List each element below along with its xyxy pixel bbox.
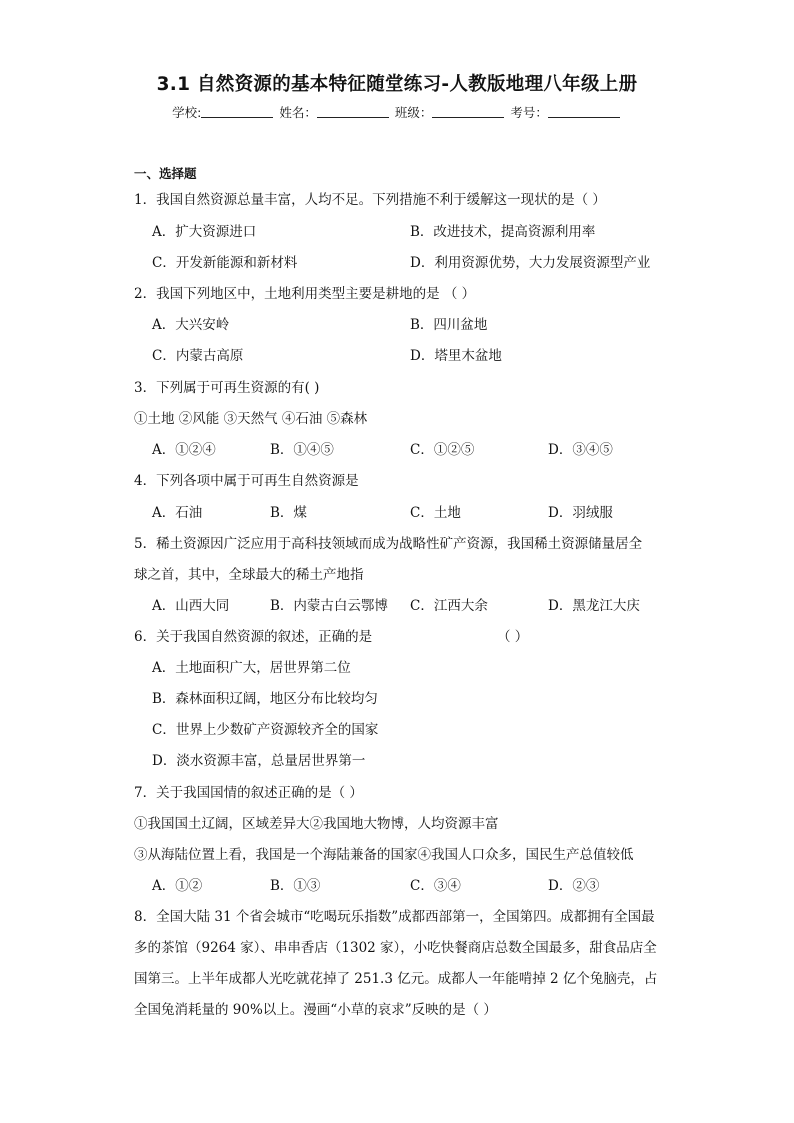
school-label: 学校: <box>172 105 202 120</box>
q1-option-c[interactable]: C．开发新能源和新材料 <box>152 255 298 271</box>
q7-option-c[interactable]: C．③④ <box>410 878 461 894</box>
q4-stem: 4．下列各项中属于可再生自然资源是 <box>134 473 359 489</box>
q5-option-d[interactable]: D．黑龙江大庆 <box>548 598 640 614</box>
q4-option-a[interactable]: A．石油 <box>152 505 203 521</box>
q8-stem-line4: 全国兔消耗量的 90%以上。漫画“小草的哀求”反映的是（ ） <box>134 1002 497 1018</box>
q6-option-b[interactable]: B．森林面积辽阔，地区分布比较均匀 <box>152 691 378 707</box>
q5-stem-line1: 5．稀土资源因广泛应用于高科技领域而成为战略性矿产资源，我国稀土资源储量居全 <box>134 536 643 552</box>
q2-option-b[interactable]: B．四川盆地 <box>410 317 488 333</box>
examno-blank[interactable] <box>548 105 620 118</box>
q3-option-c[interactable]: C．①②⑤ <box>410 442 475 458</box>
q3-items: ①土地 ②风能 ③天然气 ④石油 ⑤森林 <box>134 411 368 427</box>
q6-option-a[interactable]: A．土地面积广大，居世界第二位 <box>152 660 351 676</box>
q6-option-c[interactable]: C．世界上少数矿产资源较齐全的国家 <box>152 722 379 738</box>
q5-option-a[interactable]: A．山西大同 <box>152 598 230 614</box>
q8-stem-line2: 多的茶馆（9264 家）、串串香店（1302 家），小吃快餐商店总数全国最多，甜食品店全 <box>134 940 657 956</box>
q6-stem: 6．关于我国自然资源的叙述，正确的是 <box>134 629 373 645</box>
q1-option-a[interactable]: A．扩大资源进口 <box>152 224 257 240</box>
q3-option-d[interactable]: D．③④⑤ <box>548 442 613 458</box>
q7-option-b[interactable]: B．①③ <box>270 878 321 894</box>
q7-option-d[interactable]: D．②③ <box>548 878 600 894</box>
page-title: 3.1 自然资源的基本特征随堂练习-人教版地理八年级上册 <box>156 74 638 95</box>
q5-option-c[interactable]: C．江西大余 <box>410 598 488 614</box>
q7-stem: 7．关于我国国情的叙述正确的是（ ） <box>134 785 363 801</box>
q7-items-line2: ③从海陆位置上看，我国是一个海陆兼备的国家④我国人口众多，国民生产总值较低 <box>134 847 634 863</box>
q6-bracket: （ ） <box>497 629 529 645</box>
q7-option-a[interactable]: A．①② <box>152 878 203 894</box>
q8-stem-line3: 国第三。上半年成都人光吃就花掉了 251.3 亿元。成都人一年能啃掉 2 亿个兔脑壳，占 <box>134 971 658 987</box>
examno-label: 考号： <box>510 105 548 120</box>
q4-option-b[interactable]: B．煤 <box>270 505 307 521</box>
q5-stem-line2: 球之首，其中，全球最大的稀土产地指 <box>134 567 364 583</box>
q8-stem-line1: 8．全国大陆 31 个省会城市“吃喝玩乐指数”成都西部第一，全国第四。成都拥有全国最 <box>134 909 655 925</box>
class-label: 班级： <box>394 105 433 120</box>
q3-stem: 3．下列属于可再生资源的有( ) <box>134 380 320 396</box>
q2-option-a[interactable]: A．大兴安岭 <box>152 317 230 333</box>
student-info-row <box>0 103 794 121</box>
q5-option-b[interactable]: B．内蒙古白云鄂博 <box>270 598 388 614</box>
q2-stem: 2．我国下列地区中，土地利用类型主要是耕地的是 （ ） <box>134 286 476 302</box>
q1-stem: 1．我国自然资源总量丰富，人均不足。下列措施不利于缓解这一现状的是（ ） <box>134 192 606 208</box>
q2-option-d[interactable]: D．塔里木盆地 <box>410 348 502 364</box>
q1-option-d[interactable]: D．利用资源优势，大力发展资源型产业 <box>410 255 651 271</box>
school-blank[interactable] <box>201 105 273 118</box>
q1-option-b[interactable]: B．改进技术，提高资源利用率 <box>410 224 596 240</box>
q3-option-a[interactable]: A．①②④ <box>152 442 216 458</box>
class-blank[interactable] <box>432 105 504 118</box>
q3-option-b[interactable]: B．①④⑤ <box>270 442 334 458</box>
q6-option-d[interactable]: D．淡水资源丰富，总量居世界第一 <box>152 753 366 769</box>
name-label: 姓名： <box>279 105 317 120</box>
name-blank[interactable] <box>317 105 389 118</box>
q4-option-c[interactable]: C．土地 <box>410 505 461 521</box>
q2-option-c[interactable]: C．内蒙古高原 <box>152 348 244 364</box>
section-heading: 一、选择题 <box>134 166 197 181</box>
q4-option-d[interactable]: D．羽绒服 <box>548 505 613 521</box>
q7-items-line1: ①我国国土辽阔，区域差异大②我国地大物博，人均资源丰富 <box>134 816 499 832</box>
